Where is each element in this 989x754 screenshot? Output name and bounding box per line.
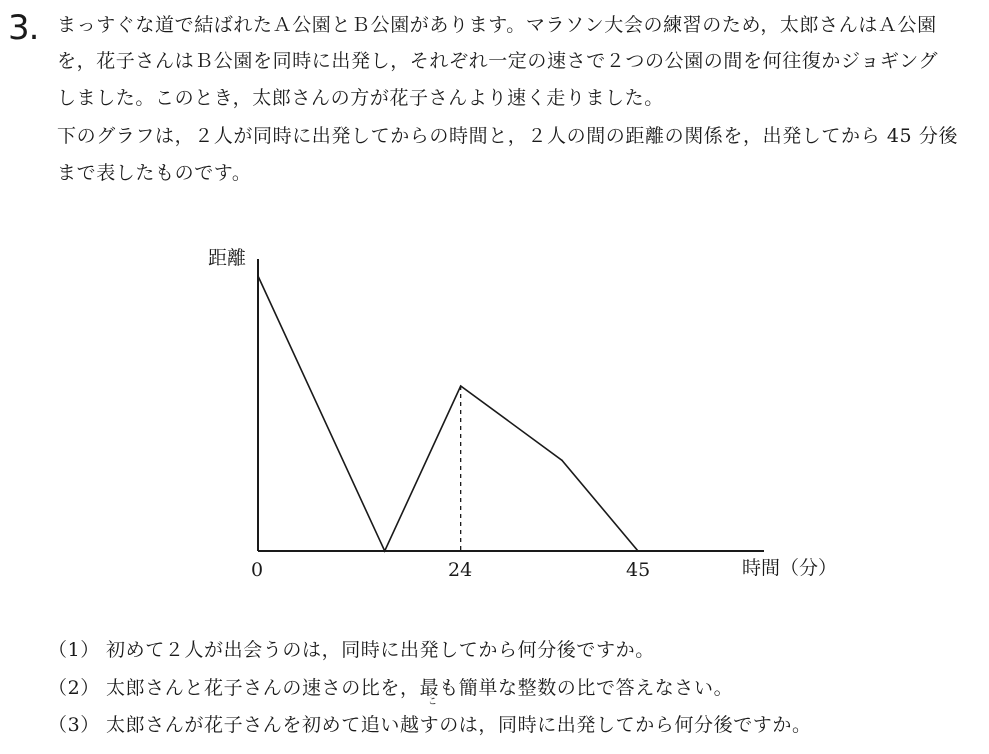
sub-question-3-number: （3）: [48, 714, 100, 736]
data-point-0: [257, 275, 259, 277]
x-axis-label: 時間（分）: [742, 557, 838, 579]
x-tick-label-0: 0: [251, 559, 264, 581]
question-stem-line-1: まっすぐな道で結ばれたＡ公園とＢ公園があります。マラソン大会の練習のため，太郎さんはＡ公園: [57, 14, 937, 36]
y-axis-label: 距離: [208, 247, 247, 269]
question-stem-line-3: しました。このとき，太郎さんの方が花子さんより速く走りました。: [57, 87, 664, 109]
sub-question-3-text: 太郎さんが花子さんを初めて追い越すのは，同時に出発してから何分後ですか。: [106, 714, 812, 736]
question-stem-line-2: を，花子さんはＢ公園を同時に出発し，それぞれ一定の速さで２つの公園の間を何往復かジョギング: [57, 50, 939, 72]
data-point-2: [460, 385, 462, 387]
furigana-ko: こ: [428, 697, 438, 707]
sub-question-1-text: 初めて２人が出会うのは，同時に出発してから何分後ですか。: [106, 639, 655, 661]
sub-question-3: [48, 713, 812, 737]
question-stem-line-4: 下のグラフは，２人が同時に出発してからの時間と，２人の間の距離の関係を，出発してから 45 分後: [57, 125, 959, 147]
sub-question-2: [48, 676, 733, 700]
distance-line: [258, 276, 638, 551]
data-point-1: [384, 550, 386, 552]
sub-question-1: [48, 638, 655, 662]
sub-question-1-number: （1）: [48, 639, 100, 661]
x-tick-label-24: 24: [448, 559, 473, 581]
sub-question-2-text: 太郎さんと花子さんの速さの比を，最も簡単な整数の比で答えなさい。: [106, 677, 734, 699]
question-number: 3.: [8, 8, 39, 48]
sub-question-2-number: （2）: [48, 677, 100, 699]
data-point-3: [561, 459, 563, 461]
x-tick-label-45: 45: [626, 559, 651, 581]
data-point-4: [637, 550, 639, 552]
question-stem-line-5: まで表したものです。: [57, 162, 252, 184]
